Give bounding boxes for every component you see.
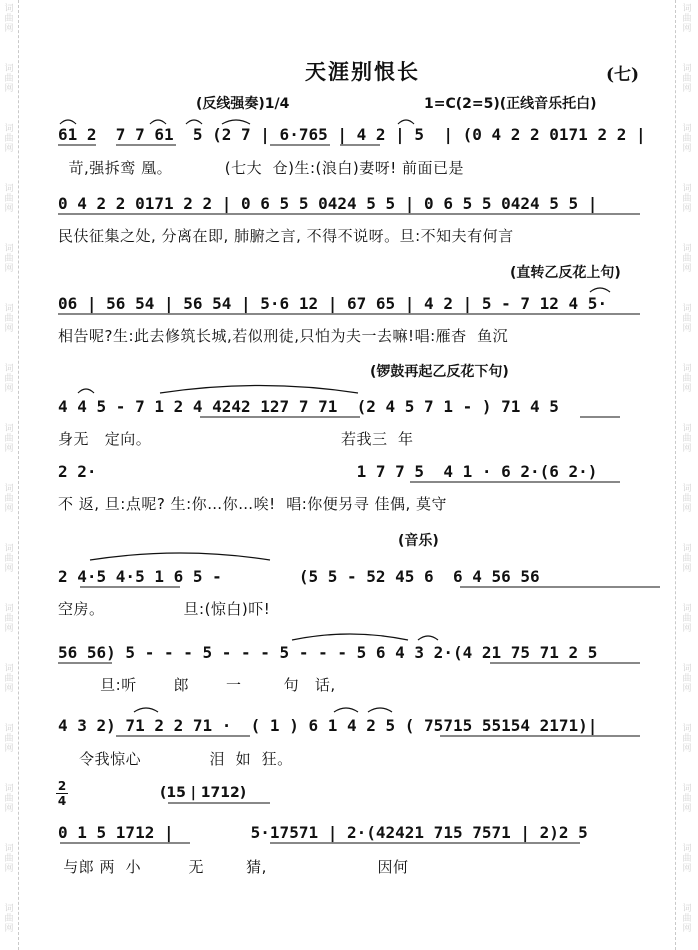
watermark-char: 网 bbox=[4, 684, 14, 694]
watermark-char: 词 bbox=[4, 604, 14, 614]
watermark-char: 词 bbox=[4, 844, 14, 854]
watermark-char: 词 bbox=[682, 364, 692, 374]
watermark-char: 词 bbox=[682, 484, 692, 494]
watermark-char: 词 bbox=[4, 124, 14, 134]
watermark-char: 词 bbox=[682, 4, 692, 14]
watermark-char: 曲 bbox=[682, 254, 692, 264]
notation-line-8: 4 3 2) 71 2 2 71 · ( 1 ) 6 1 4 2 5 ( 75715 55154 2171)| bbox=[58, 716, 598, 735]
watermark-char: 曲 bbox=[4, 554, 14, 564]
watermark-char: 曲 bbox=[682, 134, 692, 144]
watermark-char: 曲 bbox=[4, 914, 14, 924]
watermark-char: 词 bbox=[682, 904, 692, 914]
notation-line-5: 2 2· 1 7 7 5 4 1 · 6 2·(6 2·) bbox=[58, 462, 598, 481]
slur-arc bbox=[90, 553, 270, 560]
watermark-char: 网 bbox=[4, 624, 14, 634]
watermark-char: 曲 bbox=[682, 794, 692, 804]
watermark-char: 曲 bbox=[682, 854, 692, 864]
header-tuning: (2=5) bbox=[455, 96, 500, 112]
watermark-char: 曲 bbox=[4, 254, 14, 264]
slur-arc bbox=[160, 386, 358, 394]
lyrics-line-1: 苛,强拆鸾 凰。 (七大 仓)生:(浪白)妻呀! 前面已是 bbox=[58, 159, 465, 177]
watermark-char: 词 bbox=[682, 184, 692, 194]
watermark-char: 词 bbox=[4, 904, 14, 914]
slur-arc bbox=[590, 288, 610, 292]
watermark-char: 词 bbox=[4, 4, 14, 14]
watermark-char: 网 bbox=[4, 204, 14, 214]
watermark-char: 曲 bbox=[682, 494, 692, 504]
watermark-char: 词 bbox=[682, 304, 692, 314]
slur-arc bbox=[60, 120, 76, 124]
watermark-char: 词 bbox=[682, 64, 692, 74]
watermark-char: 网 bbox=[4, 864, 14, 874]
watermark-char: 网 bbox=[4, 144, 14, 154]
notation-line-9: 0 1 5 1712 | 5·17571 | 2·(42421 715 7571 | 2)2 5 bbox=[58, 823, 588, 842]
header-accompaniment: (正线音乐托白) bbox=[499, 96, 597, 112]
watermark-char: 网 bbox=[682, 744, 692, 754]
slur-arc bbox=[418, 636, 438, 640]
watermark-char: 词 bbox=[682, 424, 692, 434]
annotation-line-4: (锣鼓再起乙反花下句) bbox=[370, 364, 509, 380]
part-number: (七) bbox=[606, 65, 640, 85]
watermark-char: 词 bbox=[682, 544, 692, 554]
watermark-char: 曲 bbox=[4, 614, 14, 624]
lyrics-line-8: 令我惊心 泪 如 狂。 bbox=[58, 750, 293, 768]
watermark-char: 网 bbox=[682, 804, 692, 814]
watermark-char: 曲 bbox=[682, 734, 692, 744]
watermark-char: 曲 bbox=[4, 314, 14, 324]
watermark-char: 网 bbox=[682, 564, 692, 574]
watermark-char: 曲 bbox=[4, 14, 14, 24]
watermark-char: 词 bbox=[4, 724, 14, 734]
watermark-char: 词 bbox=[682, 664, 692, 674]
watermark-char: 网 bbox=[682, 204, 692, 214]
watermark-char: 词 bbox=[4, 484, 14, 494]
watermark-char: 网 bbox=[4, 324, 14, 334]
lyrics-line-4: 身无 定向。 若我三 年 bbox=[58, 430, 414, 448]
watermark-char: 词 bbox=[4, 304, 14, 314]
watermark-char: 曲 bbox=[4, 74, 14, 84]
slur-arc bbox=[334, 708, 358, 712]
slur-arc bbox=[150, 120, 166, 124]
time-signature-top: 2 bbox=[57, 779, 67, 793]
header-meter: 1/4 bbox=[264, 96, 290, 112]
watermark-char: 网 bbox=[4, 444, 14, 454]
watermark-char: 曲 bbox=[682, 14, 692, 24]
notation-line-4: 4 4 5 - 7 1 2 4 4242 127 7 71 (2 4 5 7 1 - ) 71 4 5 bbox=[58, 397, 559, 416]
watermark-char: 曲 bbox=[682, 914, 692, 924]
notation-line-6: 2 4·5 4·5 1 6 5 - (5 5 - 52 45 6 6 4 56 56 bbox=[58, 567, 540, 586]
lyrics-line-7: 旦:听 郎 一 句 话, bbox=[58, 676, 336, 694]
watermark-char: 曲 bbox=[4, 794, 14, 804]
watermark-char: 网 bbox=[4, 564, 14, 574]
watermark-char: 词 bbox=[4, 364, 14, 374]
annotation-line-6: (音乐) bbox=[398, 533, 439, 549]
watermark-char: 词 bbox=[4, 184, 14, 194]
slur-arc bbox=[134, 708, 158, 712]
slur-arc bbox=[292, 634, 408, 640]
watermark-char: 网 bbox=[682, 384, 692, 394]
watermark-char: 网 bbox=[4, 384, 14, 394]
watermark-char: 网 bbox=[4, 24, 14, 34]
time-signature-bottom: 4 bbox=[57, 794, 67, 808]
watermark-char: 曲 bbox=[4, 434, 14, 444]
watermark-char: 网 bbox=[682, 864, 692, 874]
watermark-char: 网 bbox=[682, 24, 692, 34]
lyrics-line-5: 不 返, 旦:点呢? 生:你…你…唉! 唱:你便另寻 佳偶, 莫守 bbox=[58, 495, 448, 513]
slur-arc bbox=[398, 120, 414, 124]
watermark-char: 网 bbox=[4, 924, 14, 934]
watermark-char: 曲 bbox=[682, 434, 692, 444]
watermark-char: 词 bbox=[4, 784, 14, 794]
watermark-char: 网 bbox=[682, 684, 692, 694]
watermark-char: 曲 bbox=[682, 554, 692, 564]
watermark-char: 词 bbox=[4, 664, 14, 674]
lyrics-line-3: 相告呢?生:此去修筑长城,若似刑徒,只怕为夫一去嘛!唱:雁杳 鱼沉 bbox=[58, 327, 509, 345]
watermark-char: 词 bbox=[4, 544, 14, 554]
watermark-char: 词 bbox=[682, 244, 692, 254]
watermark-char: 词 bbox=[682, 784, 692, 794]
notation-line-2: 0 4 2 2 0171 2 2 | 0 6 5 5 0424 5 5 | 0 6 5 5 0424 5 5 | bbox=[58, 194, 598, 213]
header-style-text: (反线强奏) bbox=[196, 96, 265, 112]
watermark-char: 网 bbox=[682, 444, 692, 454]
watermark-char: 网 bbox=[682, 144, 692, 154]
watermark-char: 词 bbox=[4, 64, 14, 74]
watermark-char: 网 bbox=[4, 744, 14, 754]
slur-arc bbox=[78, 389, 94, 393]
watermark-char: 词 bbox=[4, 424, 14, 434]
header-key-text: 1=C bbox=[424, 96, 456, 112]
watermark-char: 曲 bbox=[682, 614, 692, 624]
song-title: 天涯别恨长 bbox=[305, 59, 420, 84]
watermark-char: 网 bbox=[682, 504, 692, 514]
lyrics-line-2: 民伕征集之处, 分离在即, 肺腑之言, 不得不说呀。旦:不知夫有何言 bbox=[58, 227, 514, 245]
watermark-char: 曲 bbox=[682, 314, 692, 324]
watermark-char: 网 bbox=[4, 84, 14, 94]
watermark-char: 词 bbox=[682, 124, 692, 134]
watermark-char: 网 bbox=[682, 624, 692, 634]
lyrics-line-6: 空房。 旦:(惊白)吓! bbox=[58, 600, 271, 618]
slur-arc bbox=[368, 708, 392, 712]
watermark-char: 网 bbox=[4, 804, 14, 814]
watermark-char: 曲 bbox=[4, 674, 14, 684]
notation-line-7: 56 56) 5 - - - 5 - - - 5 - - - 5 6 4 3 2·(4 21 75 71 2 5 bbox=[58, 643, 598, 662]
watermark-char: 曲 bbox=[4, 854, 14, 864]
watermark-char: 词 bbox=[4, 244, 14, 254]
watermark-char: 曲 bbox=[682, 674, 692, 684]
watermark-char: 曲 bbox=[4, 194, 14, 204]
lyrics-line-9: 与郎 两 小 无 猜, 因何 bbox=[58, 858, 409, 876]
slur-arc bbox=[186, 120, 202, 124]
watermark-char: 曲 bbox=[4, 494, 14, 504]
notation-line-1: 61 2 7 7 61 5 (2 7 | 6·765 | 4 2 | 5 | (0 4 2 2 0171 2 2 | bbox=[58, 125, 646, 144]
watermark-char: 网 bbox=[682, 924, 692, 934]
watermark-char: 词 bbox=[682, 724, 692, 734]
watermark-char: 网 bbox=[4, 504, 14, 514]
watermark-char: 曲 bbox=[682, 194, 692, 204]
watermark-char: 网 bbox=[682, 84, 692, 94]
watermark-char: 曲 bbox=[682, 74, 692, 84]
watermark-char: 曲 bbox=[4, 134, 14, 144]
annotation-line-3: (直转乙反花上句) bbox=[510, 265, 621, 281]
watermark-char: 词 bbox=[682, 604, 692, 614]
watermark-char: 网 bbox=[4, 264, 14, 274]
annotation-line-9: (15 | 1712) bbox=[160, 785, 247, 801]
watermark-char: 曲 bbox=[682, 374, 692, 384]
slur-arc bbox=[222, 120, 250, 124]
notation-line-3: 06 | 56 54 | 56 54 | 5·6 12 | 67 65 | 4 2 | 5 - 7 12 4 5· bbox=[58, 294, 608, 313]
watermark-char: 词 bbox=[682, 844, 692, 854]
watermark-char: 曲 bbox=[4, 374, 14, 384]
watermark-char: 网 bbox=[682, 264, 692, 274]
watermark-char: 网 bbox=[682, 324, 692, 334]
watermark-char: 曲 bbox=[4, 734, 14, 744]
